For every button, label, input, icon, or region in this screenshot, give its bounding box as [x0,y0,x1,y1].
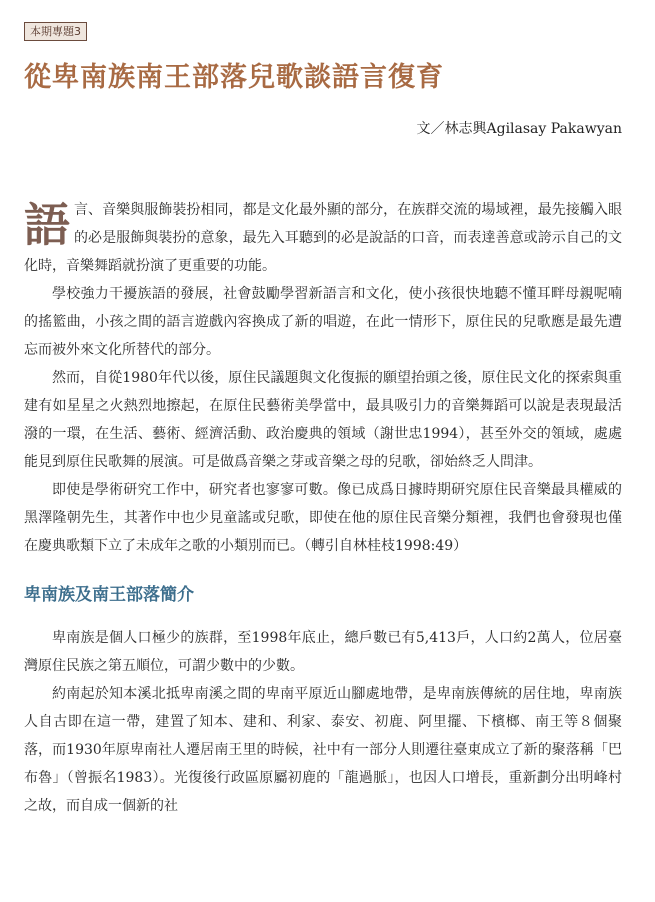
section-heading: 卑南族及南王部落簡介 [24,585,194,605]
drop-cap: 語 [24,198,70,252]
author-byline: 文／林志興Agilasay Pakawyan [416,121,622,137]
issue-topic-tag: 本期專題3 [24,22,87,41]
paragraph-3: 然而，自從1980年代以後，原住民議題與文化復振的願望抬頭之後，原住民文化的探索與重建有如星星之火熱烈地擦起，在原住民藝術美學當中，最具吸引力的音樂舞蹈可以說是表現最活潑的一環，在生活、藝術、經濟活動、政治慶典的領域（謝世忠1994），甚至外交的領域，處處能見到原住民歌舞的展演。可是做爲音樂之芽或音樂之母的兒歌，卻始終乏人問津。 [24,370,622,470]
article-body [24,196,622,820]
paragraph-2: 學校強力干擾族語的發展，社會鼓勵學習新語言和文化，使小孩很快地聽不懂耳畔母親呢喃的搖籃曲，小孩之間的語言遊戲內容換成了新的唱遊，在此一情形下，原住民的兒歌應是最先遭忘而被外來文化所替代的部分。 [24,286,622,358]
paragraph-6: 約南起於知本溪北抵卑南溪之間的卑南平原近山腳處地帶，是卑南族傳統的居住地，卑南族人自古即在這一帶，建置了知本、建和、利家、泰安、初鹿、阿里擺、下檳榔、南王等８個聚落，而1930年原卑南社人遷居南王里的時候，社中有一部分人則遷往臺東成立了新的聚落稱「巴布魯」（曾振名1983）。光復後行政區原屬初鹿的「龍過脈」，也因人口增長，重新劃分出明峰村之故，而自成一個新的社 [24,686,622,814]
paragraph-5: 卑南族是個人口極少的族群，至1998年底止，總戶數已有5,413戶，人口約2萬人，位居臺灣原住民族之第五順位，可謂少數中的少數。 [24,630,622,674]
paragraph-1-text: 言、音樂與服飾裝扮相同，都是文化最外顯的部分，在族群交流的場域裡，最先接觸入眼的必是服飾與裝扮的意象，最先入耳聽到的必是說話的口音，而表達善意或誇示自己的文化時，音樂舞蹈就扮演了更重要的功能。 [24,202,622,274]
paragraph-1 [24,196,622,280]
paragraph-4: 即使是學術研究工作中，研究者也寥寥可數。像已成爲日據時期研究原住民音樂最具權威的黑澤隆朝先生，其著作中也少見童謠或兒歌，即使在他的原住民音樂分類裡，我們也會發現也僅在慶典歌類下立了未成年之歌的小類別而已。（轉引自林桂枝1998:49） [24,482,622,554]
article-title: 從卑南族南王部落兒歌談語言復育 [24,62,444,93]
